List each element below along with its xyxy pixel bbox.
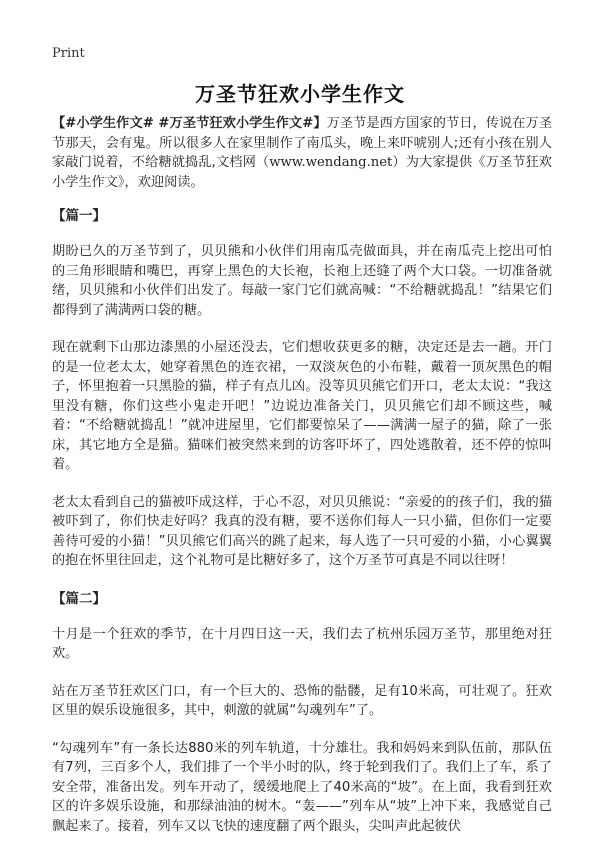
paragraph: 期盼已久的万圣节到了，贝贝熊和小伙伴们用南瓜壳做面具，并在南瓜壳上挖出可怕的三角形眼睛和嘴巴，再穿上黑色的大长袍，长袍上还缝了两个大口袋。一切准备就绪，贝贝熊和小伙伴们出发了。每敲一家门它们就高喊：“不给糖就捣乱！”结果它们都得到了满满两口袋的糖。 [52,244,552,318]
paragraph: “勾魂列车”有一条长达880米的列车轨道，十分雄壮。我和妈妈来到队伍前，那队伍有7列，三百多个人，我们排了一个半小时的队，终于轮到我们了。我们上了车，系了安全带，准备出发。列车开动了，缓缓地爬上了40米高的“坡”。在上面，我看到狂欢区的许多娱乐设施，和那绿油油的树木。“轰——”列车从“坡”上冲下来，我感觉自己飘起来了。接着，列车又以飞快的速度翻了两个跟头，尖叫声此起彼伏 [52,740,552,834]
article-tags: 【#小学生作文# #万圣节狂欢小学生作文#】 [52,116,327,131]
paragraph: 老太太看到自己的猫被吓成这样，于心不忍，对贝贝熊说：“亲爱的的孩子们，我的猫被吓到了，你们快走好吗？我真的没有糖，要不送你们每人一只小猫，但你们一定要善待可爱的小猫！”贝贝熊它们高兴的跳了起来，每人选了一只可爱的小猫，小心翼翼的抱在怀里往回走，这个礼物可是比糖好多了，这个万圣节可真是不同以往呀！ [52,494,552,568]
section-heading-1: 【篇一】 [52,208,106,224]
paragraph: 站在万圣节狂欢区门口，有一个巨大的、恐怖的骷髅，足有10米高，可壮观了。狂欢区里的娱乐设施很多，其中，刺激的就属“勾魂列车”了。 [52,683,552,718]
article-body [52,114,552,854]
paragraph: 现在就剩下山那边漆黑的小屋还没去，它们想收获更多的糖，决定还是去一趟。开门的是一位老太太，她穿着黑色的连衣裙，一双淡灰色的小布鞋，戴着一顶灰黑色的帽子，怀里抱着一只黑脸的猫，样子有点儿凶。没等贝贝熊它们开口，老太太说：“我这里没有糖，你们这些小鬼走开吧！”边说边准备关门，贝贝熊它们却不顾这些，喊着：“不给糖就捣乱！”就冲进屋里，它们都要惊呆了——满满一屋子的猫，除了一张床，其它地方全是猫。猫咪们被突然来到的访客吓坏了，四处逃散着，还不停的惊叫着。 [52,340,552,472]
intro-text-end: ）为大家提供《万圣节狂欢小学生作文》，欢迎阅读。 [52,155,552,190]
paragraph: 十月是一个狂欢的季节，在十月四日这一天，我们去了杭州乐园万圣节，那里绝对狂欢。 [52,626,552,661]
site-url: www.wendang.net [269,155,393,170]
print-link[interactable]: Print [52,46,85,61]
intro-paragraph [52,114,552,192]
page-title: 万圣节狂欢小学生作文 [195,82,405,106]
section-heading-2: 【篇二】 [52,590,106,607]
intro-text: 万圣节是西方国家的节日，传说在万圣节那天，会有鬼。所以很多人在家里制作了南瓜头，晚上来吓唬别人;还有小孩在别人家敲门说着，不给糖就捣乱,文档网（ [52,116,553,170]
